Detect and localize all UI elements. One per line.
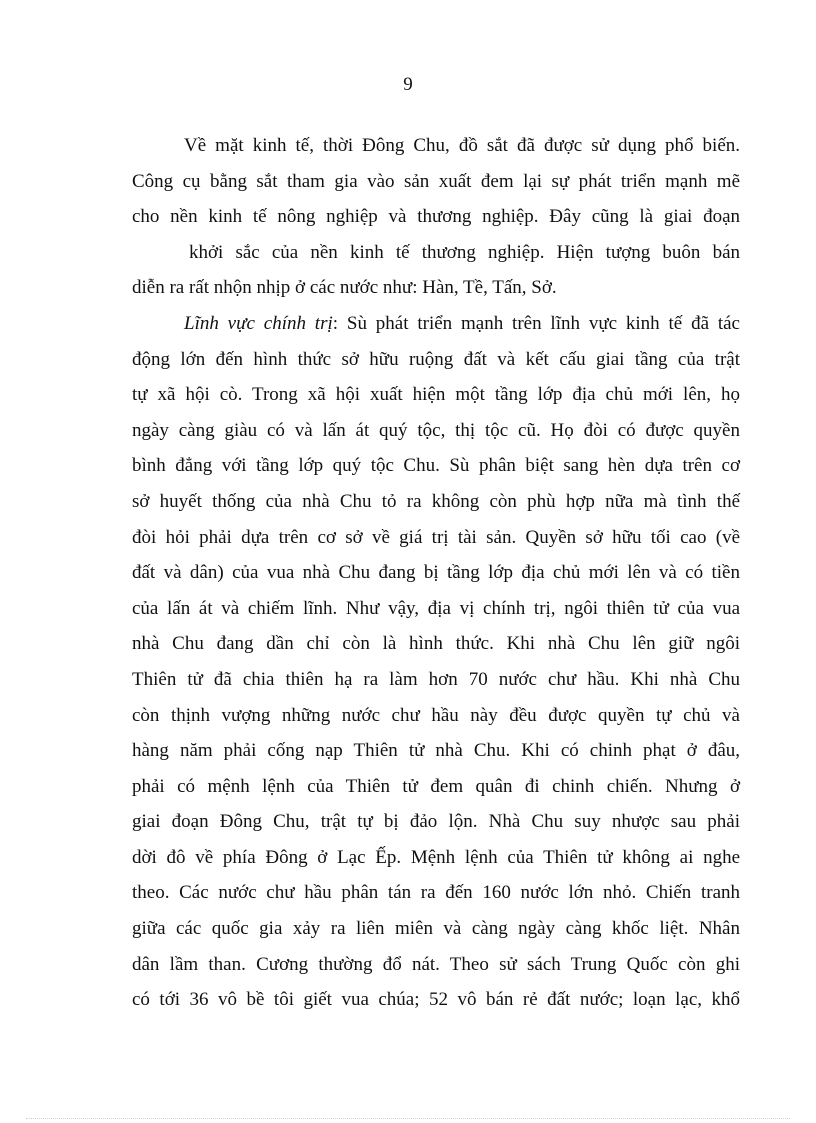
- text-line: đòi hỏi phải dựa trên cơ sở về giá trị tài sản. Quyền sở hữu tối cao (về: [132, 526, 740, 548]
- text-line: hàng năm phải cống nạp Thiên tử nhà Chu. Khi có chinh phạt ở đâu,: [132, 740, 740, 762]
- page-bottom-rule: [26, 1118, 790, 1119]
- text-line: Về mặt kinh tế, thời Đông Chu, đồ sắt đã được sử dụng phổ biến.: [184, 135, 740, 156]
- section-heading: Lĩnh vực chính trị: [184, 312, 333, 334]
- text-line: nhà Chu đang dần chỉ còn là hình thức. Khi nhà Chu lên giữ ngôi: [132, 633, 740, 655]
- text-line: còn thịnh vượng những nước chư hầu này đều được quyền tự chủ và: [132, 704, 740, 726]
- text-line: khởi sắc của nền kinh tế thương nghiệp. Hiện tượng buôn bán: [189, 241, 740, 263]
- text-line: sở huyết thống của nhà Chu tỏ ra không còn phù hợp nữa mà tình thế: [132, 490, 740, 512]
- text-line: diễn ra rất nhộn nhịp ở các nước như: Hàn, Tề, Tấn, Sở.: [132, 277, 557, 299]
- text-line: bình đẳng với tầng lớp quý tộc Chu. Sù phân biệt sang hèn dựa trên cơ: [132, 455, 740, 477]
- text-line: giai đoạn Đông Chu, trật tự bị đảo lộn. Nhà Chu suy nhược sau phải: [132, 811, 740, 833]
- text-line: [132, 306, 740, 342]
- page-number: 9: [403, 74, 413, 95]
- text-line: dời đô về phía Đông ở Lạc Ếp. Mệnh lệnh của Thiên tử không ai nghe: [132, 846, 740, 868]
- body-text: [132, 128, 740, 1018]
- section-text: : Sù phát triển mạnh trên lĩnh vực kinh tế đã tác: [332, 312, 740, 334]
- text-line: Thiên tử đã chia thiên hạ ra làm hơn 70 nước chư hầu. Khi nhà Chu: [132, 668, 740, 690]
- text-line: của lấn át và chiếm lĩnh. Như vậy, địa vị chính trị, ngôi thiên tử của vua: [132, 597, 740, 619]
- text-line: có tới 36 vô bề tôi giết vua chúa; 52 vô bán rẻ đất nước; loạn lạc, khổ: [132, 989, 740, 1011]
- text-line: theo. Các nước chư hầu phân tán ra đến 160 nước lớn nhỏ. Chiến tranh: [132, 882, 740, 904]
- text-line: ngày càng giàu có và lấn át quý tộc, thị tộc cũ. Họ đòi có được quyền: [132, 419, 740, 441]
- text-line: cho nền kinh tế nông nghiệp và thương nghiệp. Đây cũng là giai đoạn: [132, 206, 740, 228]
- text-line: dân lầm than. Cương thường đổ nát. Theo sử sách Trung Quốc còn ghi: [132, 953, 740, 975]
- text-line: phải có mệnh lệnh của Thiên tử đem quân đi chinh chiến. Nhưng ở: [132, 775, 740, 797]
- text-line: tự xã hội cò. Trong xã hội xuất hiện một tầng lớp địa chủ mới lên, họ: [132, 384, 740, 406]
- text-line: giữa các quốc gia xảy ra liên miên và càng ngày càng khốc liệt. Nhân: [132, 918, 740, 940]
- text-line: Công cụ bằng sắt tham gia vào sản xuất đem lại sự phát triển mạnh mẽ: [132, 170, 740, 192]
- text-line: động lớn đến hình thức sở hữu ruộng đất và kết cấu giai tầng của trật: [132, 348, 740, 370]
- text-line: đất và dân) của vua nhà Chu đang bị tầng lớp địa chủ mới lên và có tiền: [132, 562, 740, 584]
